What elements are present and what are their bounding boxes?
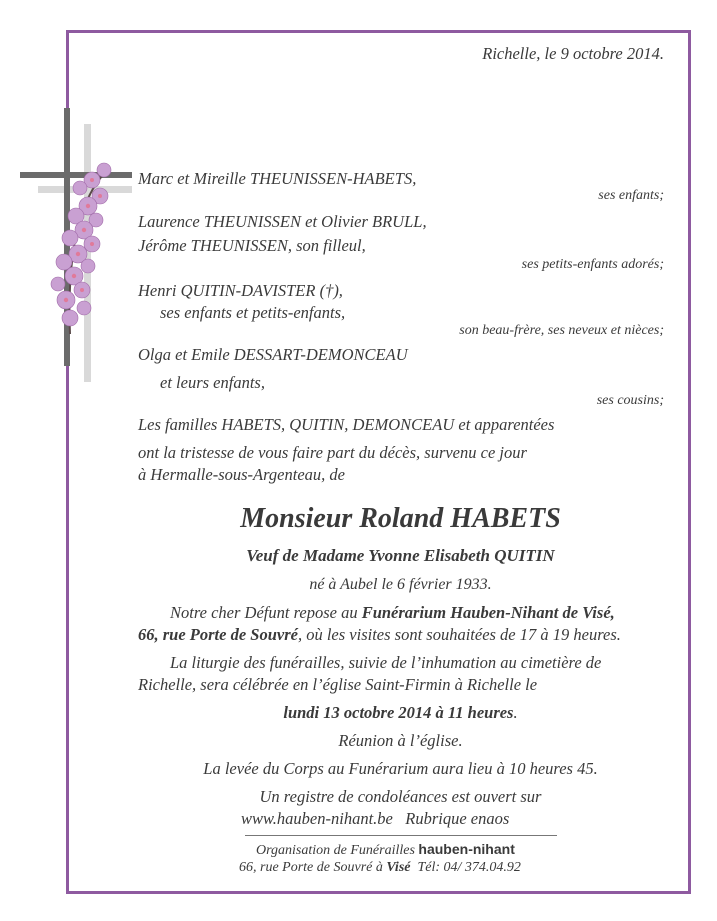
family-line: Marc et Mireille THEUNISSEN-HABETS,	[138, 169, 417, 188]
repose-line-1: Notre cher Défunt repose au Funérarium Hauben-Nihant de Visé,	[170, 603, 615, 622]
birth-line: né à Aubel le 6 février 1933.	[309, 576, 492, 593]
levee-line: La levée du Corps au Funérarium aura lieu à 10 heures 45.	[203, 759, 598, 778]
family-relation: ses enfants;	[598, 188, 664, 203]
liturgy-line: La liturgie des funérailles, suivie de l’inhumation au cimetière de	[170, 653, 602, 672]
family-line: Olga et Emile DESSART-DEMONCEAU	[138, 345, 408, 364]
family-relation: ses cousins;	[596, 393, 664, 408]
spouse-line: Veuf de Madame Yvonne Elisabeth QUITIN	[246, 546, 555, 565]
date-line: Richelle, le 9 octobre 2014.	[482, 44, 664, 63]
website-link[interactable]: www.hauben-nihant.be	[241, 809, 393, 828]
ceremony-date: lundi 13 octobre 2014 à 11 heures.	[283, 703, 518, 722]
family-relation: ses petits-enfants adorés;	[521, 257, 664, 272]
footer-org-line: Organisation de Funérailles hauben-nihant	[256, 841, 515, 858]
announcement-line: ont la tristesse de vous faire part du décès, survenu ce jour	[138, 443, 527, 462]
meeting-line: Réunion à l’église.	[338, 731, 463, 750]
brand-logo: hauben-nihant	[418, 841, 515, 857]
announcement-line: à Hermalle-sous-Argenteau, de	[138, 465, 345, 484]
family-line: Laurence THEUNISSEN et Olivier BRULL,	[138, 212, 427, 231]
repose-line-2: 66, rue Porte de Souvré, où les visites sont souhaitées de 17 à 19 heures.	[138, 625, 621, 644]
cross-with-flowers-illustration	[18, 108, 138, 384]
family-line: et leurs enfants,	[160, 373, 265, 392]
registry-line: Un registre de condoléances est ouvert sur	[259, 787, 542, 806]
deceased-name: Monsieur Roland HABETS	[240, 503, 561, 534]
family-line: Henri QUITIN-DAVISTER (†),	[138, 281, 343, 300]
liturgy-line: Richelle, sera célébrée en l’église Saint-Firmin à Richelle le	[138, 675, 538, 694]
family-line: Jérôme THEUNISSEN, son filleul,	[138, 236, 366, 255]
footer-address-line: 66, rue Porte de Souvré à Visé Tél: 04/ 374.04.92	[239, 860, 521, 875]
family-line: ses enfants et petits-enfants,	[160, 303, 346, 322]
registry-website-line: www.hauben-nihant.be Rubrique enaos	[241, 809, 510, 828]
announcement-line: Les familles HABETS, QUITIN, DEMONCEAU et apparentées	[138, 415, 555, 434]
footer-divider	[245, 835, 557, 836]
family-relation: son beau-frère, ses neveux et nièces;	[459, 323, 664, 338]
